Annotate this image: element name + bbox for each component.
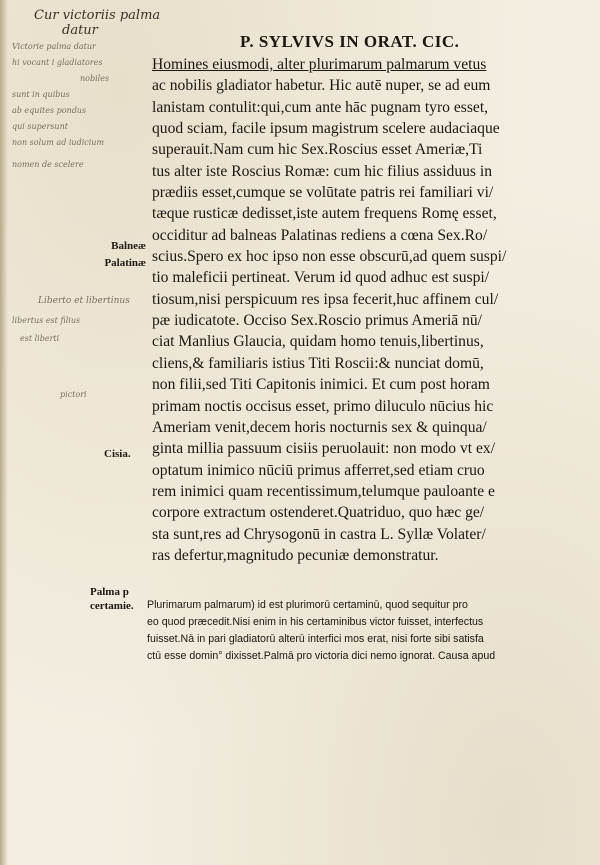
margin-note-line: Balneæ [111,240,146,252]
margin-note-line: Palatinæ [104,257,146,269]
text-line: ginta millia passuum cisiis peruolauit: non modo vt ex/ [152,440,496,458]
commentary-line: Plurimarum palmarum) id est plurimorū certaminū, quod sequitur pro [147,599,468,611]
commentary-line: eo quod præcedit.Nisi enim in his certaminibus victor fuisset, interfectus [147,616,484,628]
text-line: scius.Spero ex hoc ipso non esse obscurū,ad quem suspi/ [152,248,507,266]
text-line: Ameriam venit,decem horis nocturnis sex & quinqua/ [152,418,487,436]
text-line: corpore extractum ostenderet.Quatriduo, quo hæc ge/ [152,504,485,522]
text-line: non filii,sed Titi Capitonis inimici. Et cum post horam [152,376,490,394]
text-line: Homines eiusmodi, alter plurimarum palmarum vetus [152,56,487,73]
marginal-handwriting: hi vocant i gladiatores [12,58,103,67]
marginal-handwriting: nobiles [80,74,110,83]
running-header: P. SYLVIVS IN ORAT. CIC. [240,32,460,51]
text-line: ac nobilis gladiator habetur. Hic autē nuper, se ad eum [152,77,491,95]
marginal-handwriting: nomen de scelere [12,160,84,169]
margin-note-line: Palma p [90,586,129,598]
handwritten-heading-line: Cur victoriis palma [34,8,161,23]
margin-note-line: certamie. [90,600,134,612]
marginal-handwriting: sunt in quibus [12,90,70,99]
text-line: ras defertur,magnitudo pecuniæ demonstratur. [152,546,439,564]
marginal-handwriting: Victorie palma datur [12,42,96,51]
text-line: superauit.Nam cum hic Sex.Roscius esset Ameriæ,Ti [152,141,483,159]
margin-note-balneae [92,238,146,272]
text-line: tio maleficii pertineat. Verum id quod adhuc est suspi/ [152,269,490,287]
marginal-handwriting: libertus est filius [12,316,81,325]
marginal-handwriting: ab equites pondus [12,106,87,115]
commentary-line: ctū esse domin° dixisset.Palmā pro victoria dici nemo ignorat. Causa apud [147,650,496,662]
marginal-handwriting: Liberto et libertinus [38,296,130,306]
text-line: optatum inimico nūciū primus afferret,sed etiam cruo [152,461,485,479]
margin-note-palma [90,585,146,613]
commentary-line: fuisset.Nā in pari gladiatorū alterū interfici mos erat, nisi forte sibi satisfa [147,633,484,645]
marginal-handwriting: est liberti [20,334,60,343]
marginal-handwriting: pictori [60,390,87,399]
text-line: prædiis esset,cumque se volūtate patris rei familiari vi/ [152,184,494,202]
commentary-text [147,597,587,665]
handwritten-heading-line: datur [62,23,98,38]
main-body-text [152,54,584,566]
text-line: tus alter iste Roscius Romæ: cum hic filius assiduus in [152,162,493,180]
text-line: tæque rusticæ dedisset,iste autem frequens Romę esset, [152,205,497,223]
text-line: ciat Manlius Glaucia, quidam homo tenuis,libertinus, [152,333,484,351]
marginal-handwriting: non solum ad iudicium [12,138,105,147]
marginal-handwriting: qui supersunt [12,122,68,131]
text-line: occiditur ad balneas Palatinas rediens a cœna Sex.Ro/ [152,226,488,244]
text-line: rem inimici quam recentissimum,telumque pauloante e [152,482,495,500]
text-line: sta sunt,res ad Chrysogonū in castra L. Syllæ Volater/ [152,525,486,543]
text-line: lanistam contulit:qui,cum ante hāc pugnam tyro esset, [152,98,489,116]
text-line: pæ iudicatote. Occiso Sex.Roscio primus Ameriā nū/ [152,312,483,330]
text-line: tiosum,nisi perspicuum res ipsa fecerit,huc affinem cul/ [152,290,499,308]
handwritten-heading [34,8,160,38]
margin-note-cisia: Cisia. [104,448,131,460]
text-line: primam noctis occisus esset, primo diluculo nūcius hic [152,397,494,415]
page-binding-edge [0,0,8,865]
text-line: cliens,& familiaris istius Titi Roscii:& nunciat domū, [152,354,484,372]
text-line: quod sciam, facile ipsum magistrum scelere audaciaque [152,120,500,138]
